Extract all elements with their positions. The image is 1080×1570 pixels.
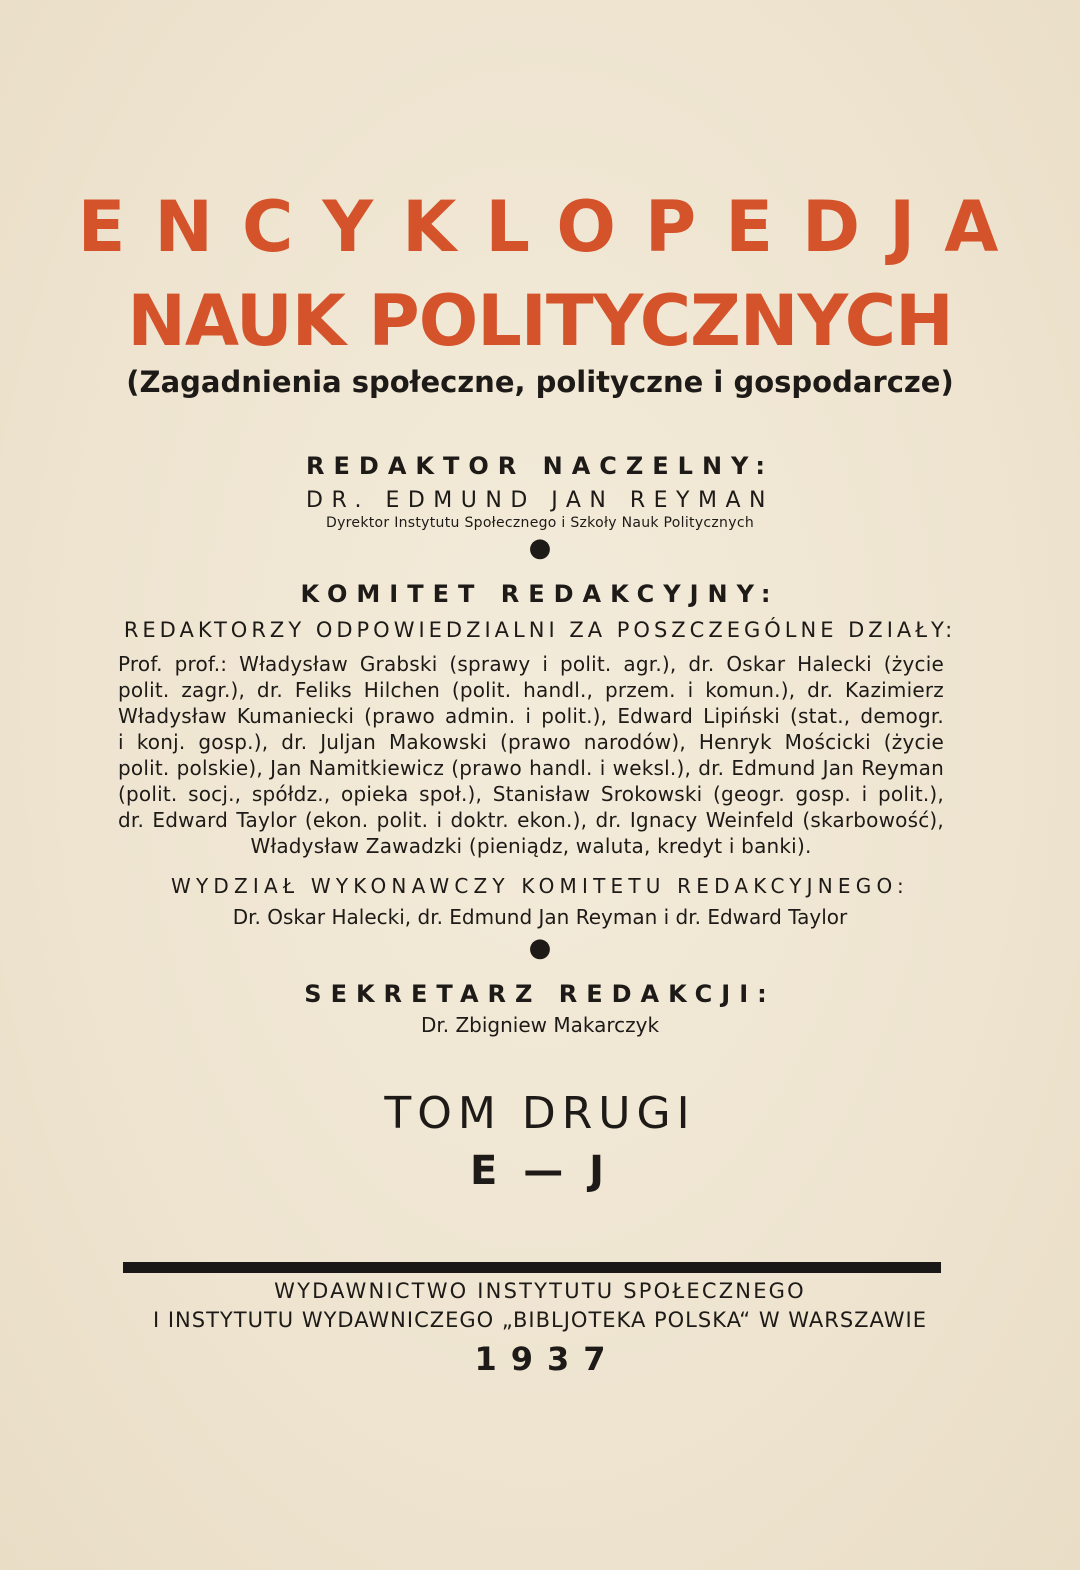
responsible-editors-list [118, 651, 944, 859]
editors-line: (polit. socj., spółdz., opieka społ.), Stanisław Srokowski (geogr. gosp. i polit.), [118, 782, 944, 806]
bullet-separator-2: ● [528, 933, 552, 963]
editors-line: Prof. prof.: Władysław Grabski (sprawy i polit. agr.), dr. Oskar Halecki (życie [118, 652, 944, 676]
executive-committee-names: Dr. Oskar Halecki, dr. Edmund Jan Reyman i dr. Edward Taylor [232, 905, 848, 929]
volume-title: TOM DRUGI [384, 1088, 696, 1139]
editor-in-chief-name: DR. EDMUND JAN REYMAN [306, 488, 774, 513]
editors-line: polit. zagr.), dr. Feliks Hilchen (polit. handl., przem. i komun.), dr. Kazimierz [118, 678, 944, 702]
editors-line: Władysław Kumaniecki (prawo admin. i polit.), Edward Lipiński (stat., demogr. [118, 704, 944, 728]
secretary-name: Dr. Zbigniew Makarczyk [420, 1013, 660, 1037]
editor-in-chief-position: Dyrektor Instytutu Społecznego i Szkoły Nauk Politycznych [326, 515, 754, 531]
committee-heading: KOMITET REDAKCYJNY: [300, 580, 780, 608]
publication-year: 1937 [474, 1340, 620, 1378]
editors-line: Władysław Zawadzki (pieniądz, waluta, kredyt i banki). [250, 834, 812, 858]
editor-in-chief-heading: REDAKTOR NACZELNY: [306, 452, 774, 480]
responsible-editors-heading: REDAKTORZY ODPOWIEDZIALNI ZA POSZCZEGÓLNE DZIAŁY: [123, 618, 957, 642]
volume-range: E — J [469, 1148, 611, 1194]
publisher-line-1: WYDAWNICTWO INSTYTUTU SPOŁECZNEGO [274, 1279, 806, 1303]
title-line-2: NAUK POLITYCZNYCH [127, 280, 953, 362]
executive-committee-heading: WYDZIAŁ WYKONAWCZY KOMITETU REDAKCYJNEGO: [170, 874, 909, 898]
subtitle: (Zagadnienia społeczne, polityczne i gospodarcze) [126, 365, 954, 399]
secretary-heading: SEKRETARZ REDAKCJI: [304, 980, 776, 1008]
editors-line: dr. Edward Taylor (ekon. polit. i doktr. ekon.), dr. Ignacy Weinfeld (skarbowość), [118, 808, 944, 832]
publisher-line-2: I INSTYTUTU WYDAWNICZEGO „BIBLJOTEKA POLSKA“ W WARSZAWIE [152, 1308, 927, 1332]
title-line-1: ENCYKLOPEDJA [77, 186, 1028, 268]
bullet-separator-1: ● [528, 533, 552, 563]
editors-line: i konj. gosp.), dr. Juljan Makowski (prawo narodów), Henryk Mościcki (życie [118, 730, 944, 754]
editors-line: polit. polskie), Jan Namitkiewicz (prawo handl. i weksl.), dr. Edmund Jan Reyman [118, 756, 944, 780]
divider-rule [123, 1262, 941, 1273]
